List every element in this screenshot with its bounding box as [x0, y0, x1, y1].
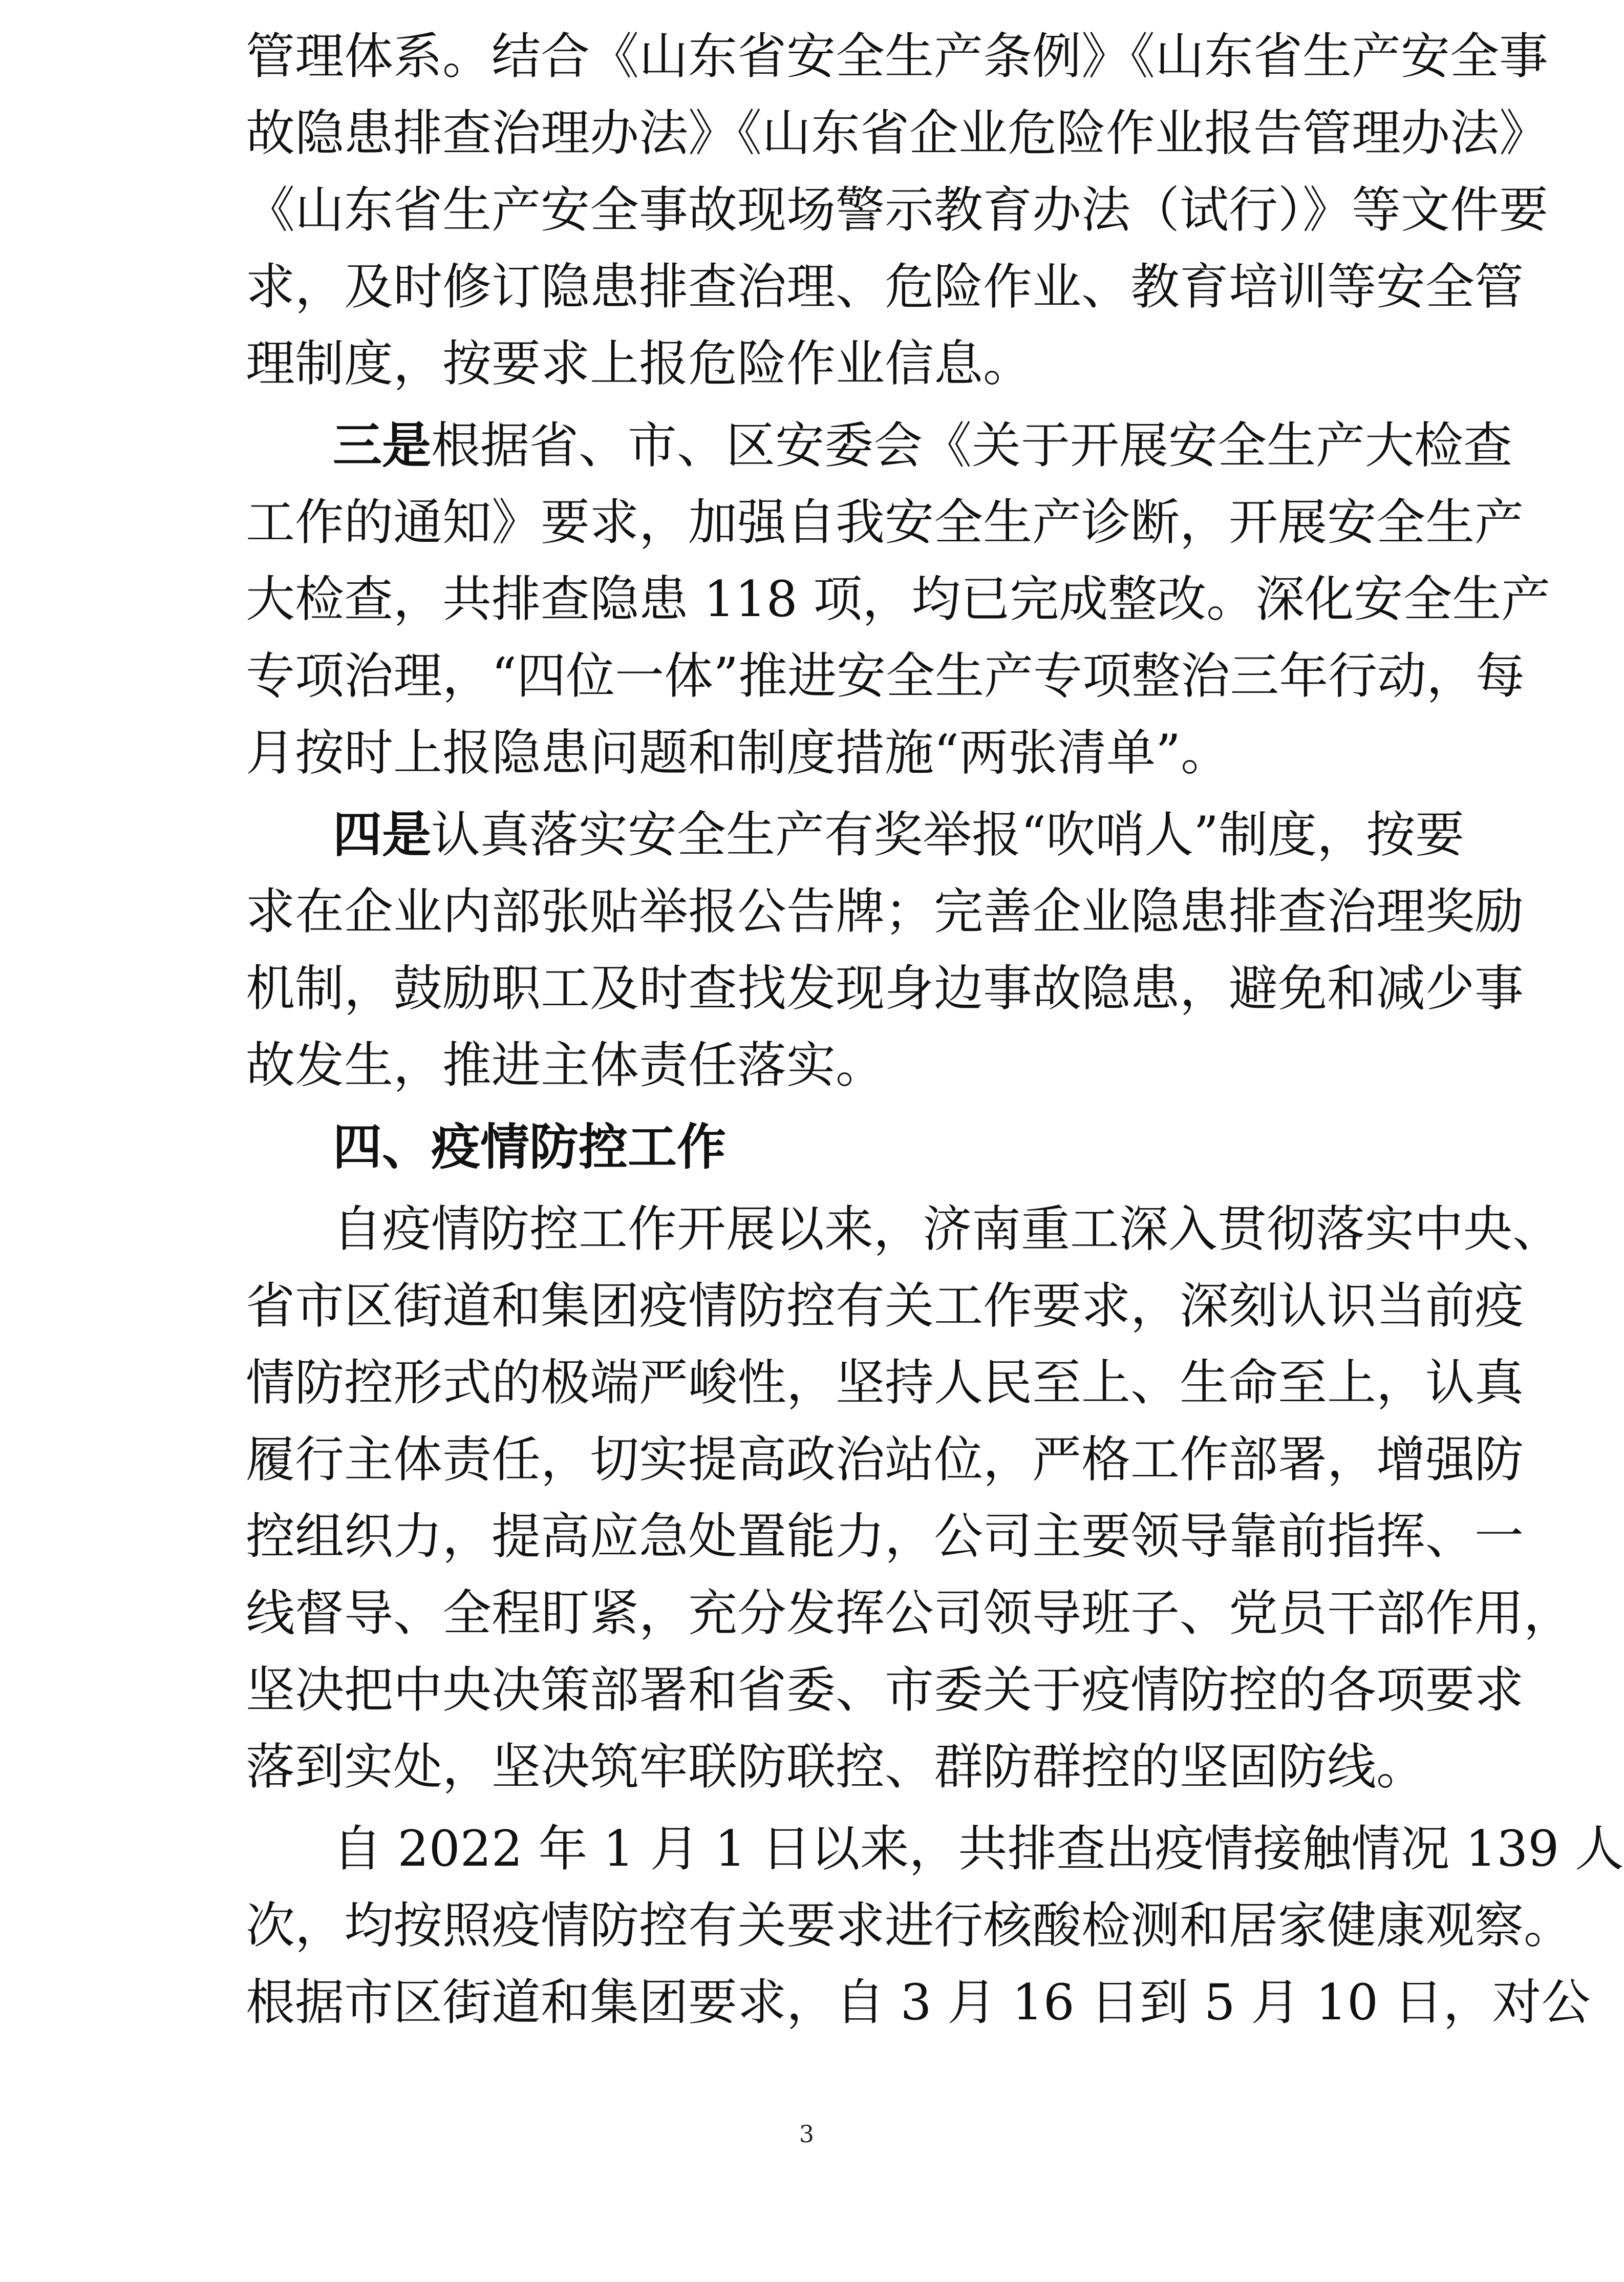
text-line: 大检查，共排查隐患 118 项，均已完成整改。深化安全生产 — [246, 570, 1551, 628]
text-line: 《山东省生产安全事故现场警示教育办法（试行）》等文件要 — [246, 181, 1548, 239]
paragraph-lead: 四是 — [333, 806, 431, 863]
text-line: 次，均按照疫情防控有关要求进行核酸检测和居家健康观察。 — [246, 1897, 1573, 1954]
text-line: 机制，鼓励职工及时查找发现身边事故隐患，避免和减少事 — [246, 960, 1524, 1017]
text-line: 故隐患排查治理办法》《山东省企业危险作业报告管理办法》 — [246, 104, 1548, 162]
text-line: 控组织力，提高应急处置能力，公司主要领导靠前指挥、一 — [246, 1508, 1524, 1565]
text-line: 自疫情防控工作开展以来，济南重工深入贯彻落实中央、 — [333, 1200, 1562, 1258]
text-line: 理制度，按要求上报危险作业信息。 — [246, 335, 1032, 392]
text-line: 情防控形式的极端严峻性，坚持人民至上、生命至上，认真 — [246, 1354, 1524, 1411]
paragraph-lead: 三是 — [333, 417, 431, 474]
text-line: 线督导、全程盯紧，充分发挥公司领导班子、党员干部作用， — [246, 1584, 1573, 1642]
text-line: 自 2022 年 1 月 1 日以来，共排查出疫情接触情况 139 人 — [333, 1820, 1624, 1877]
text-line: 履行主体责任，切实提高政治站位，严格工作部署，增强防 — [246, 1431, 1524, 1488]
text-line: 专项治理，“四位一体”推进安全生产专项整治三年行动，每 — [246, 647, 1525, 705]
text-line: 根据市区街道和集团要求，自 3 月 16 日到 5 月 10 日，对公 — [246, 1974, 1591, 2031]
section-heading: 四、疫情防控工作 — [333, 1118, 726, 1176]
text-line — [333, 407, 1512, 484]
text-line: 求，及时修订隐患排查治理、危险作业、教育培训等安全管 — [246, 258, 1524, 315]
text-line: 工作的通知》要求，加强自我安全生产诊断，开展安全生产 — [246, 494, 1524, 551]
text-line — [333, 796, 1465, 873]
text-line: 管理体系。结合《山东省安全生产条例》《山东省生产安全事 — [246, 28, 1548, 85]
text-line: 月按时上报隐患问题和制度措施“两张清单”。 — [246, 724, 1230, 781]
paragraph-text: 根据省、市、区安委会《关于开展安全生产大检查 — [431, 417, 1512, 474]
text-line: 求在企业内部张贴举报公告牌；完善企业隐患排查治理奖励 — [246, 883, 1524, 940]
text-line: 坚决把中央决策部署和省委、市委关于疫情防控的各项要求 — [246, 1661, 1524, 1719]
paragraph-text: 认真落实安全生产有奖举报“吹哨人”制度，按要 — [431, 806, 1465, 863]
text-line: 落到实处，坚决筑牢联防联控、群防群控的坚固防线。 — [246, 1738, 1425, 1795]
text-line: 故发生，推进主体责任落实。 — [246, 1037, 885, 1094]
page-number: 3 — [799, 2120, 815, 2148]
text-line: 省市区街道和集团疫情防控有关工作要求，深刻认识当前疫 — [246, 1277, 1524, 1335]
